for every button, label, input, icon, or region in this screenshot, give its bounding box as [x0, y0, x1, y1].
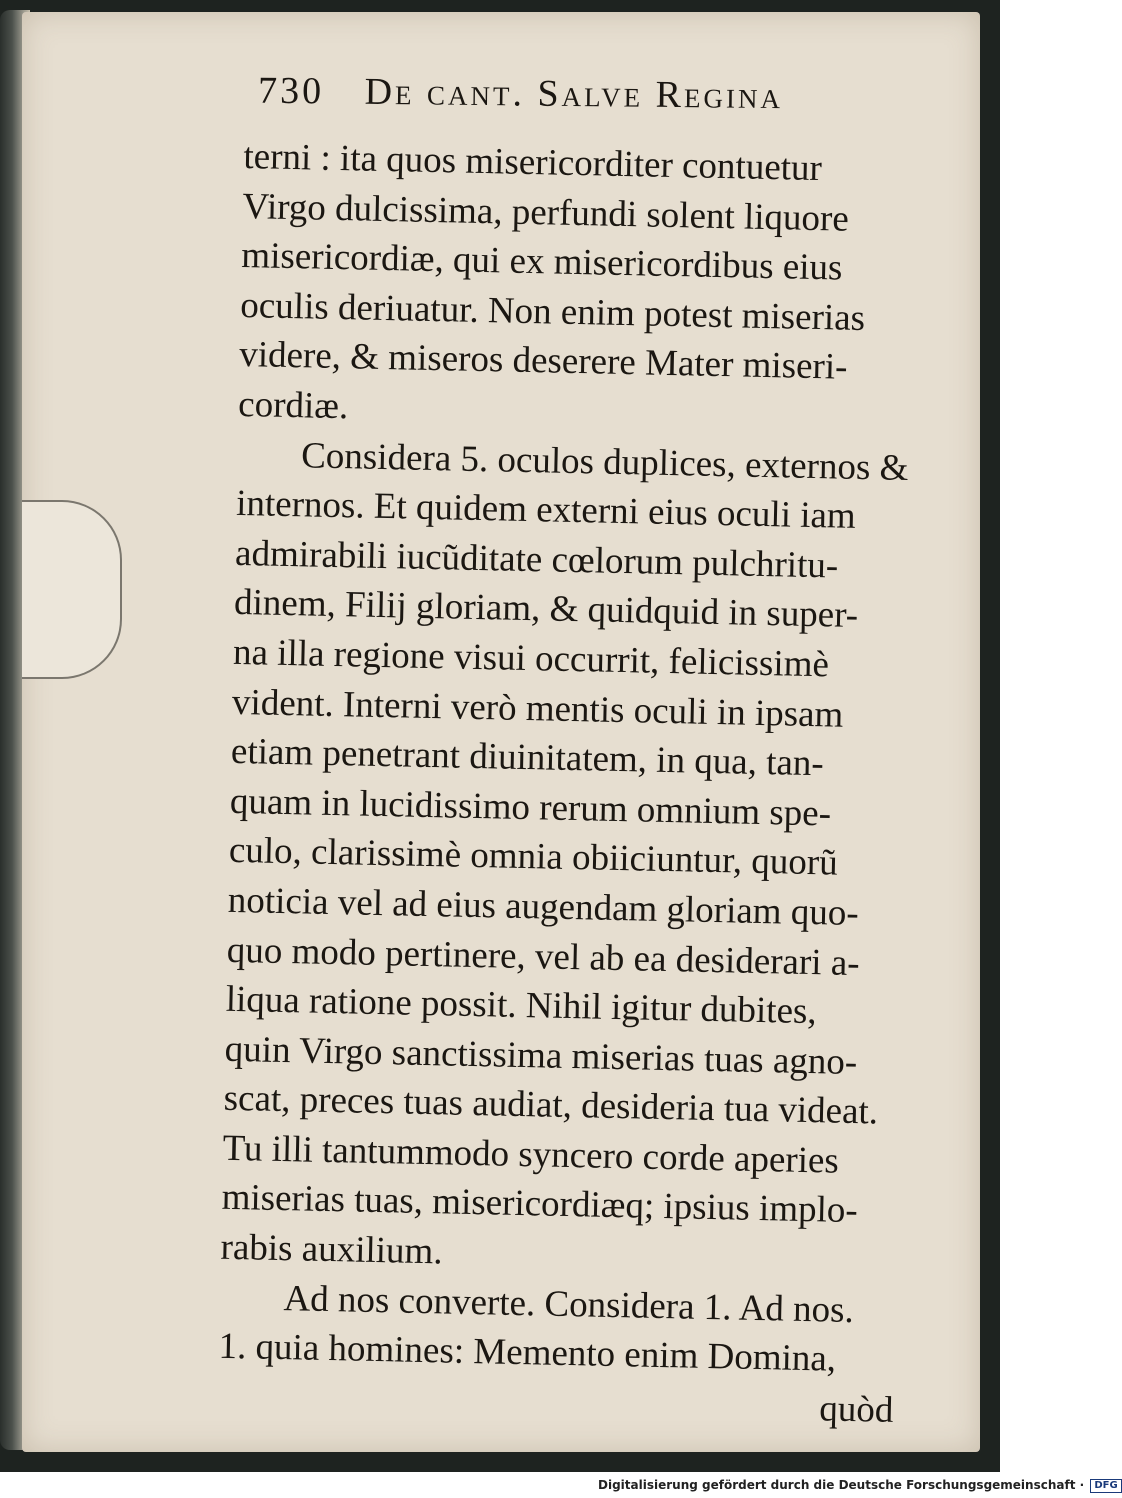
text-line: Tu illi tantummodo syncero corde aperies: [222, 1127, 840, 1182]
text-line: culo, clarissimè omnia obiiciuntur, quorũ: [228, 830, 839, 884]
text-line: Virgo dulcissima, perfundi solent liquore: [242, 185, 850, 240]
text-line: 1. quia homines: Memento enim Domina,: [218, 1325, 837, 1380]
dfg-logo-icon: DFG: [1090, 1479, 1121, 1493]
text-line: misericordiæ, qui ex misericordibus eius: [240, 235, 843, 289]
digitization-credit: [598, 1478, 1122, 1493]
text-line: admirabili iucũditate cœlorum pulchritu-: [234, 532, 839, 587]
text-line: terni : ita quos misericorditer contuetur: [243, 135, 823, 190]
text-line: Ad nos converte. Considera 1. Ad nos.: [283, 1277, 855, 1331]
text-line: internos. Et quidem externi eius oculi iam: [235, 483, 857, 538]
text-line: Considera 5. oculos duplices, externos &: [300, 434, 909, 489]
body-text: [217, 132, 956, 1436]
text-line: quin Virgo sanctissima miserias tuas agno-: [224, 1028, 858, 1083]
text-line: liqua ratione possit. Nihil igitur dubites,: [225, 978, 818, 1033]
text-line: noticia vel ad eius augendam gloriam quo-: [227, 879, 860, 934]
text-line: na illa regione visui occurrit, felicissimè: [232, 631, 830, 686]
catchword: quòd: [818, 1388, 894, 1431]
text-line: oculis deriuatur. Non enim potest miserias: [239, 284, 866, 339]
credit-text: Digitalisierung gefördert durch die Deutsche Forschungsgemeinschaft ·: [598, 1478, 1085, 1492]
text-line: scat, preces tuas audiat, desideria tua videat.: [223, 1078, 879, 1133]
running-header: [258, 69, 899, 136]
text-line: quam in lucidissimo rerum omnium spe-: [229, 780, 832, 835]
text-line: dinem, Filij gloriam, & quidquid in super-: [233, 582, 859, 637]
text-line: cordiæ.: [237, 383, 349, 428]
text-line: etiam penetrant diuinitatem, in qua, tan-: [230, 730, 825, 785]
page-number: 730: [257, 69, 325, 113]
running-title: De cant. Salve Regina: [364, 70, 784, 118]
text-line: quo modo pertinere, vel ab ea desiderari a-: [226, 929, 861, 984]
text-line: vident. Interni verò mentis oculi in ipsam: [231, 681, 844, 736]
page-tab-marker: [22, 500, 122, 679]
text-line: rabis auxilium.: [220, 1226, 443, 1273]
text-line: miserias tuas, misericordiæq; ipsius implo-: [221, 1177, 859, 1232]
text-line: videre, & miseros deserere Mater miseri-: [238, 334, 848, 389]
